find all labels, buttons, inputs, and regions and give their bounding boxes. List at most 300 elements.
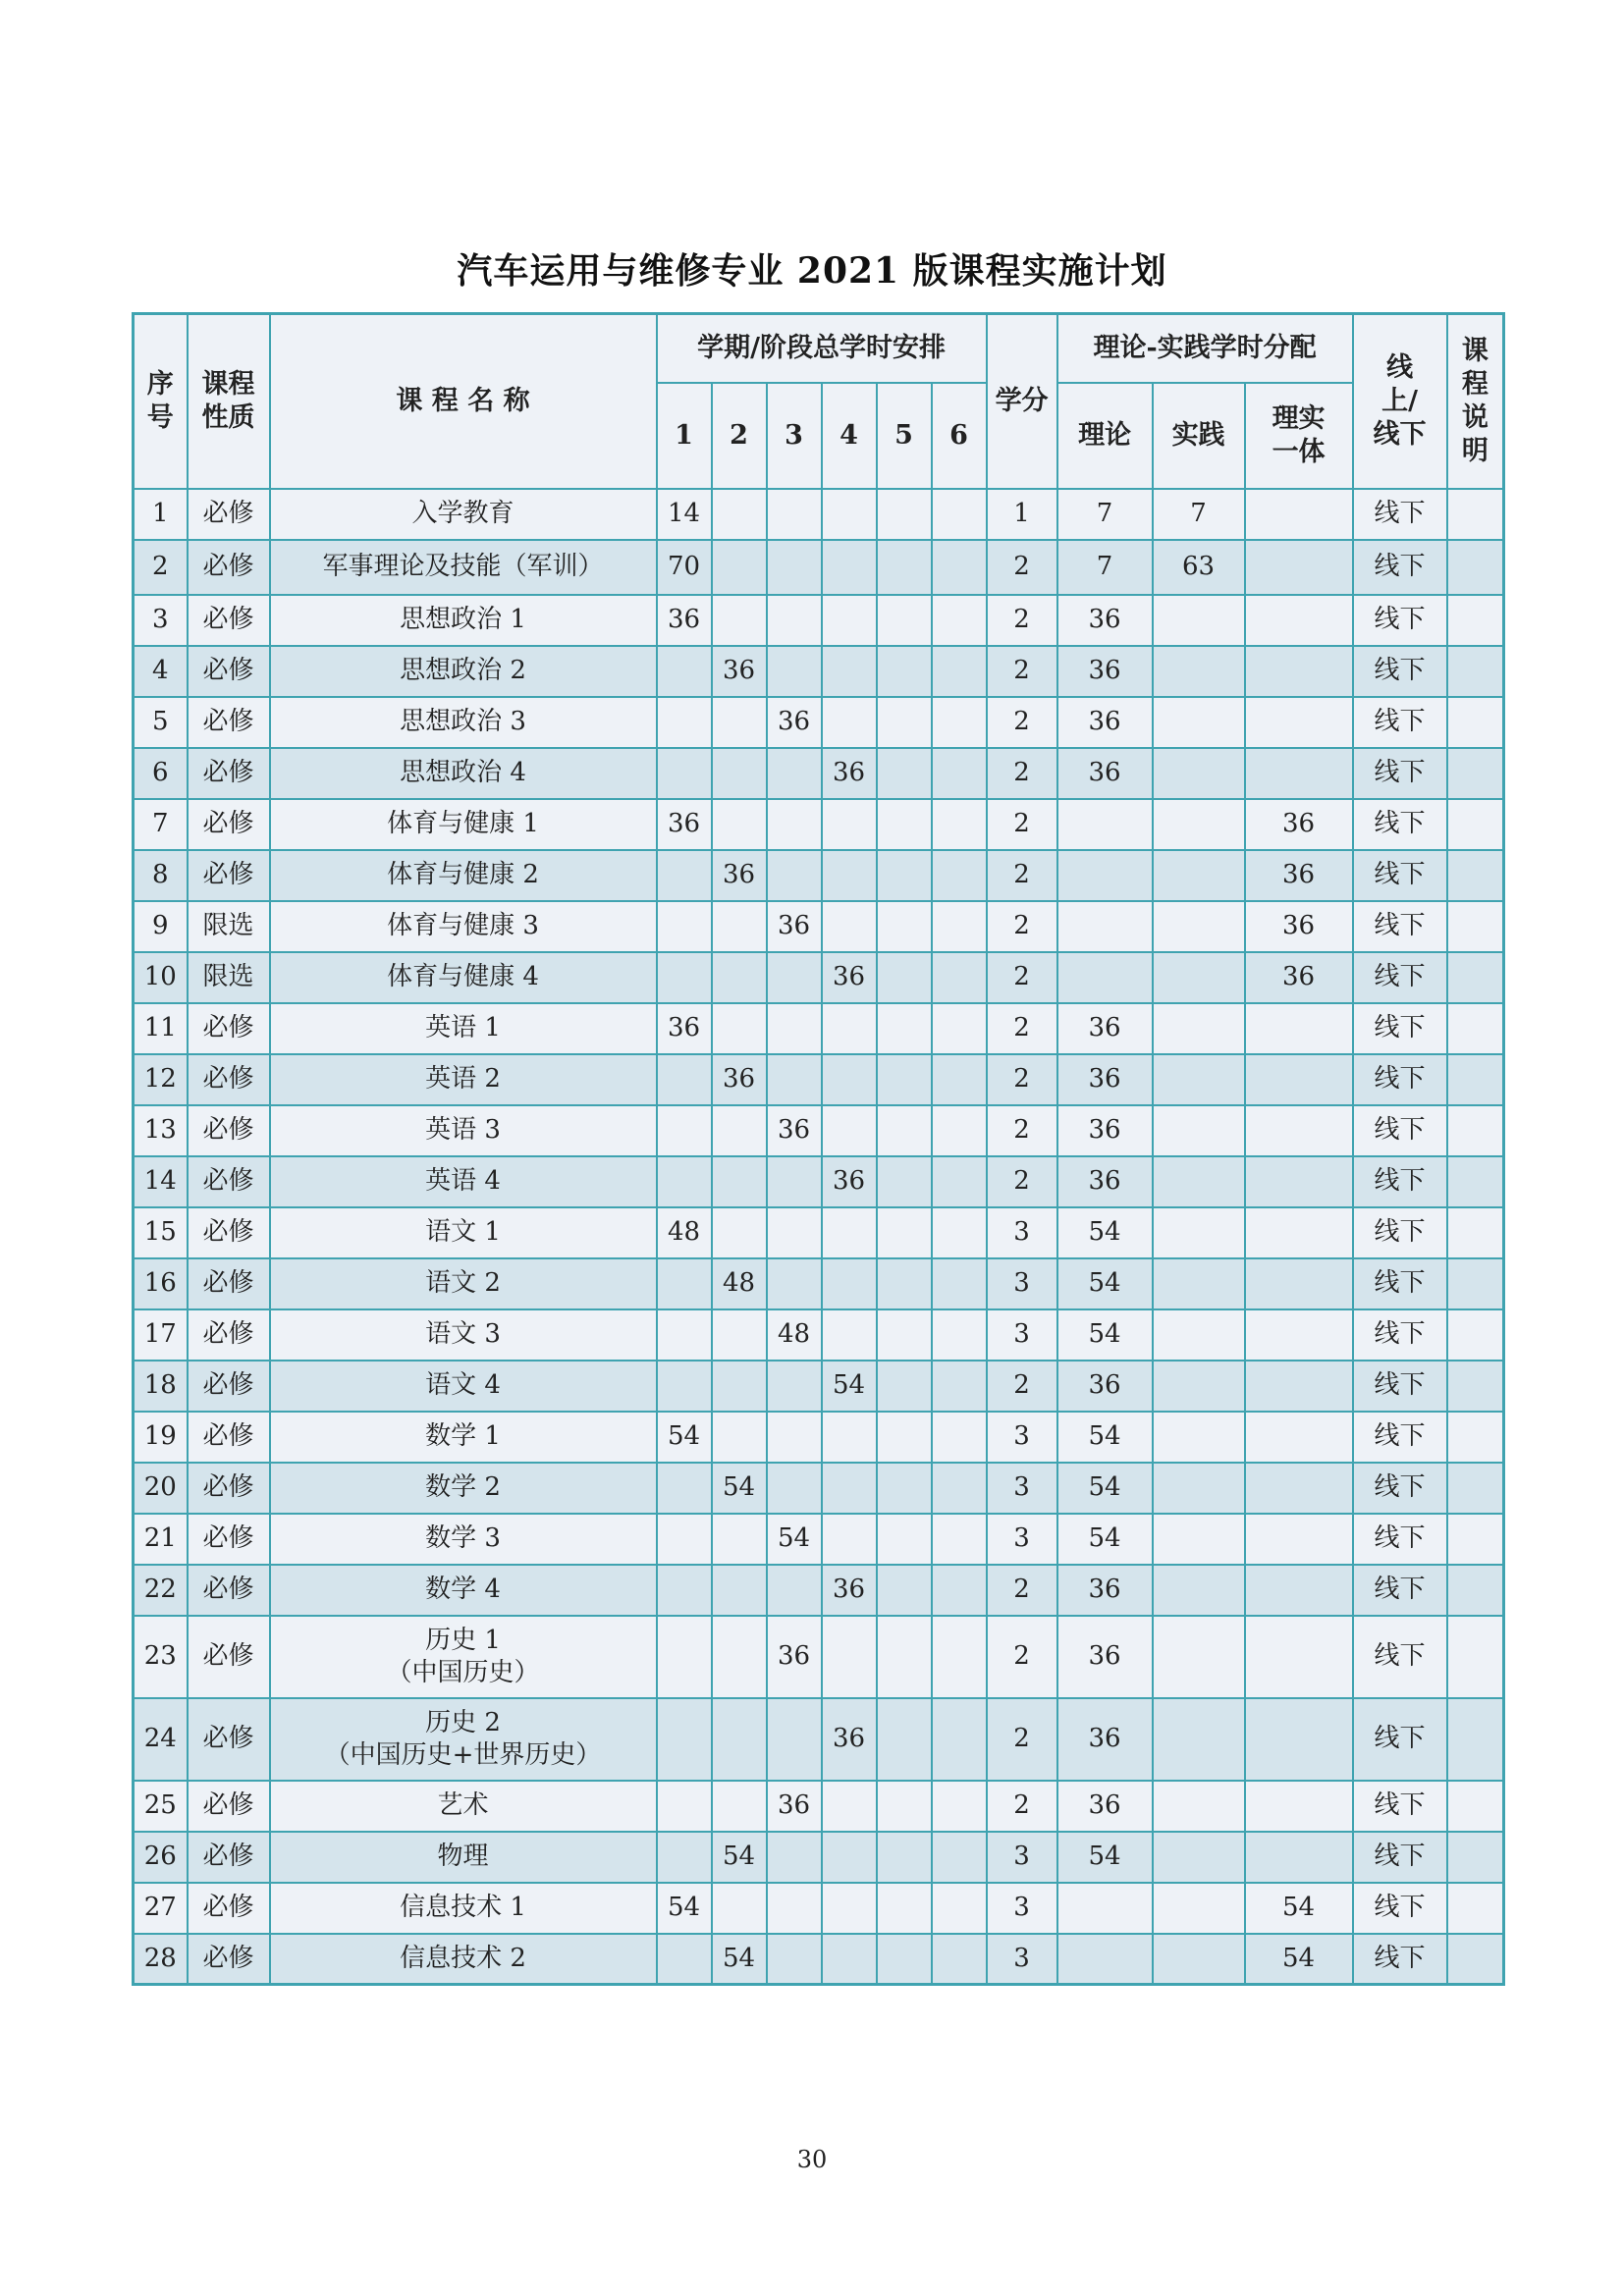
row-practice-hours <box>1153 1514 1245 1565</box>
row-semester-1-hours <box>657 1616 712 1698</box>
row-theory-hours: 54 <box>1057 1207 1153 1258</box>
row-practice-hours: 7 <box>1153 489 1245 540</box>
row-course-name: 思想政治 1 <box>270 595 657 646</box>
row-practice-hours <box>1153 595 1245 646</box>
row-theory-hours: 36 <box>1057 1105 1153 1156</box>
row-course-type: 必修 <box>188 1309 270 1361</box>
row-semester-4-hours <box>822 1412 877 1463</box>
row-semester-6-hours <box>932 799 987 850</box>
row-semester-4-hours: 36 <box>822 1156 877 1207</box>
row-note <box>1447 646 1504 697</box>
table-row <box>134 1832 1504 1883</box>
row-mode: 线下 <box>1353 1361 1447 1412</box>
row-note <box>1447 1156 1504 1207</box>
row-semester-2-hours <box>712 697 767 748</box>
row-course-type: 必修 <box>188 697 270 748</box>
row-mode: 线下 <box>1353 697 1447 748</box>
table-row <box>134 1698 1504 1781</box>
row-semester-1-hours: 54 <box>657 1883 712 1934</box>
row-semester-4-hours <box>822 1832 877 1883</box>
row-semester-1-hours <box>657 850 712 901</box>
row-semester-3-hours <box>767 595 822 646</box>
row-practice-hours <box>1153 1003 1245 1054</box>
row-semester-1-hours: 36 <box>657 799 712 850</box>
row-note <box>1447 1934 1504 1985</box>
row-semester-4-hours <box>822 595 877 646</box>
row-semester-5-hours <box>877 1105 932 1156</box>
row-semester-6-hours <box>932 1003 987 1054</box>
row-semester-6-hours <box>932 1616 987 1698</box>
row-semester-3-hours <box>767 1258 822 1309</box>
row-credit: 2 <box>987 1565 1057 1616</box>
row-note <box>1447 1258 1504 1309</box>
header-seq: 序号 <box>134 314 188 489</box>
row-note <box>1447 901 1504 952</box>
row-semester-1-hours <box>657 1258 712 1309</box>
row-semester-1-hours: 70 <box>657 540 712 595</box>
row-course-name: 艺术 <box>270 1781 657 1832</box>
row-integrated-hours <box>1245 595 1353 646</box>
row-integrated-hours: 54 <box>1245 1883 1353 1934</box>
row-practice-hours <box>1153 1781 1245 1832</box>
row-semester-6-hours <box>932 1207 987 1258</box>
row-semester-5-hours <box>877 1412 932 1463</box>
row-semester-4-hours <box>822 1883 877 1934</box>
row-semester-1-hours <box>657 1361 712 1412</box>
row-semester-2-hours <box>712 540 767 595</box>
row-mode: 线下 <box>1353 1883 1447 1934</box>
row-semester-1-hours <box>657 1698 712 1781</box>
row-mode: 线下 <box>1353 952 1447 1003</box>
table-row <box>134 1514 1504 1565</box>
row-semester-1-hours <box>657 748 712 799</box>
row-semester-1-hours: 36 <box>657 1003 712 1054</box>
row-course-type: 必修 <box>188 489 270 540</box>
row-semester-3-hours <box>767 540 822 595</box>
row-note <box>1447 1412 1504 1463</box>
row-note <box>1447 1105 1504 1156</box>
row-semester-5-hours <box>877 1698 932 1781</box>
row-course-type: 必修 <box>188 1698 270 1781</box>
row-theory-hours <box>1057 1883 1153 1934</box>
table-row <box>134 1258 1504 1309</box>
row-course-type: 必修 <box>188 1616 270 1698</box>
row-note <box>1447 1003 1504 1054</box>
row-semester-2-hours <box>712 1616 767 1698</box>
table-row <box>134 1105 1504 1156</box>
row-semester-6-hours <box>932 1309 987 1361</box>
row-credit: 3 <box>987 1207 1057 1258</box>
row-practice-hours <box>1153 697 1245 748</box>
row-seq: 13 <box>134 1105 188 1156</box>
row-semester-5-hours <box>877 1514 932 1565</box>
row-note <box>1447 1883 1504 1934</box>
row-semester-6-hours <box>932 850 987 901</box>
row-credit: 3 <box>987 1883 1057 1934</box>
row-course-type: 必修 <box>188 595 270 646</box>
header-semester-1: 1 <box>657 383 712 489</box>
row-semester-6-hours <box>932 1412 987 1463</box>
header-theory: 理论 <box>1057 383 1153 489</box>
row-credit: 2 <box>987 799 1057 850</box>
row-seq: 5 <box>134 697 188 748</box>
row-note <box>1447 850 1504 901</box>
row-semester-3-hours <box>767 799 822 850</box>
row-semester-3-hours: 54 <box>767 1514 822 1565</box>
row-mode: 线下 <box>1353 1105 1447 1156</box>
row-theory-hours: 36 <box>1057 1003 1153 1054</box>
table-row <box>134 748 1504 799</box>
row-semester-5-hours <box>877 1883 932 1934</box>
row-integrated-hours: 36 <box>1245 850 1353 901</box>
row-practice-hours <box>1153 799 1245 850</box>
row-credit: 2 <box>987 646 1057 697</box>
row-semester-4-hours <box>822 540 877 595</box>
row-theory-hours <box>1057 901 1153 952</box>
row-semester-3-hours: 36 <box>767 1105 822 1156</box>
row-practice-hours <box>1153 952 1245 1003</box>
row-practice-hours <box>1153 1883 1245 1934</box>
row-integrated-hours <box>1245 1156 1353 1207</box>
row-integrated-hours: 36 <box>1245 901 1353 952</box>
row-course-name: 英语 3 <box>270 1105 657 1156</box>
row-seq: 6 <box>134 748 188 799</box>
row-semester-3-hours: 36 <box>767 1616 822 1698</box>
row-semester-5-hours <box>877 1832 932 1883</box>
row-integrated-hours <box>1245 1781 1353 1832</box>
row-practice-hours <box>1153 1258 1245 1309</box>
row-semester-3-hours <box>767 1883 822 1934</box>
row-credit: 2 <box>987 540 1057 595</box>
row-theory-hours <box>1057 799 1153 850</box>
row-note <box>1447 1207 1504 1258</box>
row-seq: 1 <box>134 489 188 540</box>
row-theory-hours: 36 <box>1057 1361 1153 1412</box>
row-semester-3-hours <box>767 1463 822 1514</box>
row-credit: 2 <box>987 697 1057 748</box>
row-semester-5-hours <box>877 901 932 952</box>
row-course-type: 必修 <box>188 1412 270 1463</box>
row-note <box>1447 1361 1504 1412</box>
table-row <box>134 1565 1504 1616</box>
table-row <box>134 697 1504 748</box>
row-semester-3-hours: 36 <box>767 1781 822 1832</box>
row-seq: 4 <box>134 646 188 697</box>
row-semester-1-hours <box>657 1309 712 1361</box>
row-semester-4-hours: 36 <box>822 1565 877 1616</box>
header-semester-4: 4 <box>822 383 877 489</box>
row-credit: 2 <box>987 1616 1057 1698</box>
row-semester-3-hours <box>767 646 822 697</box>
row-seq: 17 <box>134 1309 188 1361</box>
row-semester-3-hours <box>767 1054 822 1105</box>
row-mode: 线下 <box>1353 595 1447 646</box>
row-theory-hours: 36 <box>1057 748 1153 799</box>
row-semester-4-hours: 54 <box>822 1361 877 1412</box>
row-course-type: 必修 <box>188 1156 270 1207</box>
row-semester-4-hours <box>822 1781 877 1832</box>
header-course-name: 课 程 名 称 <box>270 314 657 489</box>
row-integrated-hours: 36 <box>1245 952 1353 1003</box>
row-course-type: 必修 <box>188 1258 270 1309</box>
row-semester-5-hours <box>877 1463 932 1514</box>
row-practice-hours <box>1153 1565 1245 1616</box>
row-semester-3-hours <box>767 1565 822 1616</box>
row-semester-4-hours <box>822 850 877 901</box>
row-semester-2-hours <box>712 489 767 540</box>
row-semester-4-hours: 36 <box>822 952 877 1003</box>
table-row <box>134 1054 1504 1105</box>
row-semester-6-hours <box>932 1258 987 1309</box>
row-semester-1-hours <box>657 1781 712 1832</box>
row-mode: 线下 <box>1353 850 1447 901</box>
row-note <box>1447 1698 1504 1781</box>
row-semester-4-hours <box>822 1463 877 1514</box>
row-integrated-hours <box>1245 540 1353 595</box>
row-semester-6-hours <box>932 952 987 1003</box>
row-course-type: 必修 <box>188 1003 270 1054</box>
row-integrated-hours <box>1245 646 1353 697</box>
row-semester-2-hours <box>712 952 767 1003</box>
row-course-type: 限选 <box>188 901 270 952</box>
row-mode: 线下 <box>1353 1781 1447 1832</box>
row-semester-1-hours <box>657 1463 712 1514</box>
row-practice-hours <box>1153 1105 1245 1156</box>
row-semester-1-hours <box>657 901 712 952</box>
row-course-type: 必修 <box>188 1934 270 1985</box>
row-course-name: 体育与健康 1 <box>270 799 657 850</box>
row-course-name: 英语 1 <box>270 1003 657 1054</box>
row-course-type: 必修 <box>188 1361 270 1412</box>
row-note <box>1447 595 1504 646</box>
row-theory-hours: 36 <box>1057 697 1153 748</box>
row-seq: 2 <box>134 540 188 595</box>
row-integrated-hours <box>1245 1412 1353 1463</box>
row-semester-5-hours <box>877 1934 932 1985</box>
row-semester-6-hours <box>932 1698 987 1781</box>
table-row <box>134 799 1504 850</box>
row-note <box>1447 1463 1504 1514</box>
table-row <box>134 540 1504 595</box>
row-semester-2-hours: 36 <box>712 850 767 901</box>
row-semester-5-hours <box>877 1361 932 1412</box>
row-course-name: 体育与健康 3 <box>270 901 657 952</box>
row-semester-2-hours <box>712 1514 767 1565</box>
row-mode: 线下 <box>1353 1412 1447 1463</box>
row-semester-3-hours <box>767 850 822 901</box>
row-semester-4-hours: 36 <box>822 1698 877 1781</box>
row-mode: 线下 <box>1353 489 1447 540</box>
table-row <box>134 1781 1504 1832</box>
row-semester-1-hours: 54 <box>657 1412 712 1463</box>
row-course-name: 语文 2 <box>270 1258 657 1309</box>
row-semester-3-hours <box>767 1003 822 1054</box>
row-practice-hours <box>1153 1207 1245 1258</box>
row-course-name: 语文 1 <box>270 1207 657 1258</box>
row-integrated-hours <box>1245 1054 1353 1105</box>
row-course-name: 思想政治 2 <box>270 646 657 697</box>
row-seq: 28 <box>134 1934 188 1985</box>
row-semester-2-hours: 54 <box>712 1832 767 1883</box>
row-semester-2-hours <box>712 1565 767 1616</box>
row-integrated-hours <box>1245 1003 1353 1054</box>
row-seq: 10 <box>134 952 188 1003</box>
row-semester-4-hours <box>822 1514 877 1565</box>
row-seq: 20 <box>134 1463 188 1514</box>
row-practice-hours <box>1153 1156 1245 1207</box>
row-seq: 16 <box>134 1258 188 1309</box>
row-semester-6-hours <box>932 1054 987 1105</box>
row-mode: 线下 <box>1353 1003 1447 1054</box>
row-note <box>1447 1832 1504 1883</box>
header-semester-6: 6 <box>932 383 987 489</box>
row-credit: 3 <box>987 1309 1057 1361</box>
row-semester-1-hours <box>657 1832 712 1883</box>
row-mode: 线下 <box>1353 1309 1447 1361</box>
table-row <box>134 1309 1504 1361</box>
row-integrated-hours <box>1245 489 1353 540</box>
row-practice-hours <box>1153 1309 1245 1361</box>
row-course-name: 思想政治 4 <box>270 748 657 799</box>
row-semester-5-hours <box>877 595 932 646</box>
table-row <box>134 850 1504 901</box>
row-note <box>1447 697 1504 748</box>
row-semester-3-hours <box>767 1412 822 1463</box>
header-hours-split-group: 理论-实践学时分配 <box>1057 314 1353 383</box>
header-credit: 学分 <box>987 314 1057 489</box>
row-semester-4-hours: 36 <box>822 748 877 799</box>
row-seq: 8 <box>134 850 188 901</box>
row-semester-6-hours <box>932 1781 987 1832</box>
row-practice-hours <box>1153 1698 1245 1781</box>
row-practice-hours <box>1153 1616 1245 1698</box>
row-semester-3-hours <box>767 1832 822 1883</box>
row-mode: 线下 <box>1353 1832 1447 1883</box>
row-theory-hours: 54 <box>1057 1463 1153 1514</box>
row-semester-5-hours <box>877 1258 932 1309</box>
row-semester-5-hours <box>877 850 932 901</box>
row-semester-5-hours <box>877 1309 932 1361</box>
row-semester-3-hours <box>767 1207 822 1258</box>
row-credit: 2 <box>987 1156 1057 1207</box>
row-course-name: 数学 4 <box>270 1565 657 1616</box>
row-semester-6-hours <box>932 1105 987 1156</box>
row-integrated-hours <box>1245 748 1353 799</box>
row-mode: 线下 <box>1353 540 1447 595</box>
row-semester-4-hours <box>822 1616 877 1698</box>
row-credit: 2 <box>987 1003 1057 1054</box>
row-seq: 3 <box>134 595 188 646</box>
row-semester-5-hours <box>877 1003 932 1054</box>
header-course-type: 课程性质 <box>188 314 270 489</box>
row-practice-hours <box>1153 1412 1245 1463</box>
row-course-type: 必修 <box>188 1514 270 1565</box>
header-integrated: 理实一体 <box>1245 383 1353 489</box>
row-semester-5-hours <box>877 1054 932 1105</box>
row-semester-1-hours <box>657 1156 712 1207</box>
row-semester-3-hours <box>767 1698 822 1781</box>
table-row <box>134 1463 1504 1514</box>
table-row <box>134 1003 1504 1054</box>
row-semester-6-hours <box>932 1514 987 1565</box>
row-course-name: 体育与健康 4 <box>270 952 657 1003</box>
row-credit: 3 <box>987 1258 1057 1309</box>
row-integrated-hours <box>1245 1616 1353 1698</box>
row-theory-hours: 36 <box>1057 1565 1153 1616</box>
row-note <box>1447 1565 1504 1616</box>
row-semester-4-hours <box>822 646 877 697</box>
row-semester-1-hours <box>657 1934 712 1985</box>
table-row <box>134 1934 1504 1985</box>
row-course-type: 必修 <box>188 1883 270 1934</box>
row-semester-3-hours <box>767 1156 822 1207</box>
row-semester-2-hours <box>712 1781 767 1832</box>
row-credit: 2 <box>987 1361 1057 1412</box>
row-credit: 3 <box>987 1832 1057 1883</box>
row-credit: 3 <box>987 1412 1057 1463</box>
row-semester-2-hours <box>712 1156 767 1207</box>
row-semester-3-hours: 36 <box>767 697 822 748</box>
row-mode: 线下 <box>1353 1565 1447 1616</box>
row-semester-4-hours <box>822 1934 877 1985</box>
row-semester-1-hours: 14 <box>657 489 712 540</box>
row-semester-4-hours <box>822 1054 877 1105</box>
table-row <box>134 1361 1504 1412</box>
row-course-type: 必修 <box>188 799 270 850</box>
row-course-type: 必修 <box>188 646 270 697</box>
row-course-name: 语文 3 <box>270 1309 657 1361</box>
header-semester-5: 5 <box>877 383 932 489</box>
row-semester-2-hours: 48 <box>712 1258 767 1309</box>
row-seq: 24 <box>134 1698 188 1781</box>
row-practice-hours <box>1153 748 1245 799</box>
row-course-type: 必修 <box>188 1207 270 1258</box>
row-semester-1-hours <box>657 1054 712 1105</box>
table-row <box>134 1616 1504 1698</box>
row-course-name: 体育与健康 2 <box>270 850 657 901</box>
row-credit: 2 <box>987 901 1057 952</box>
row-semester-4-hours <box>822 1258 877 1309</box>
row-theory-hours: 7 <box>1057 540 1153 595</box>
row-mode: 线下 <box>1353 748 1447 799</box>
row-seq: 22 <box>134 1565 188 1616</box>
row-theory-hours: 54 <box>1057 1258 1153 1309</box>
row-course-name: 数学 2 <box>270 1463 657 1514</box>
row-note <box>1447 489 1504 540</box>
row-semester-6-hours <box>932 1463 987 1514</box>
row-semester-4-hours <box>822 1003 877 1054</box>
row-semester-6-hours <box>932 1934 987 1985</box>
row-note <box>1447 1514 1504 1565</box>
row-seq: 15 <box>134 1207 188 1258</box>
row-credit: 2 <box>987 850 1057 901</box>
row-semester-4-hours <box>822 1105 877 1156</box>
row-semester-6-hours <box>932 1361 987 1412</box>
row-course-type: 必修 <box>188 748 270 799</box>
row-semester-3-hours: 48 <box>767 1309 822 1361</box>
table-row <box>134 489 1504 540</box>
row-course-type: 必修 <box>188 1832 270 1883</box>
row-semester-6-hours <box>932 540 987 595</box>
row-practice-hours <box>1153 901 1245 952</box>
row-semester-1-hours <box>657 697 712 748</box>
row-semester-6-hours <box>932 1565 987 1616</box>
row-semester-5-hours <box>877 646 932 697</box>
row-semester-2-hours <box>712 1412 767 1463</box>
row-note <box>1447 1616 1504 1698</box>
row-semester-1-hours: 48 <box>657 1207 712 1258</box>
row-mode: 线下 <box>1353 1698 1447 1781</box>
